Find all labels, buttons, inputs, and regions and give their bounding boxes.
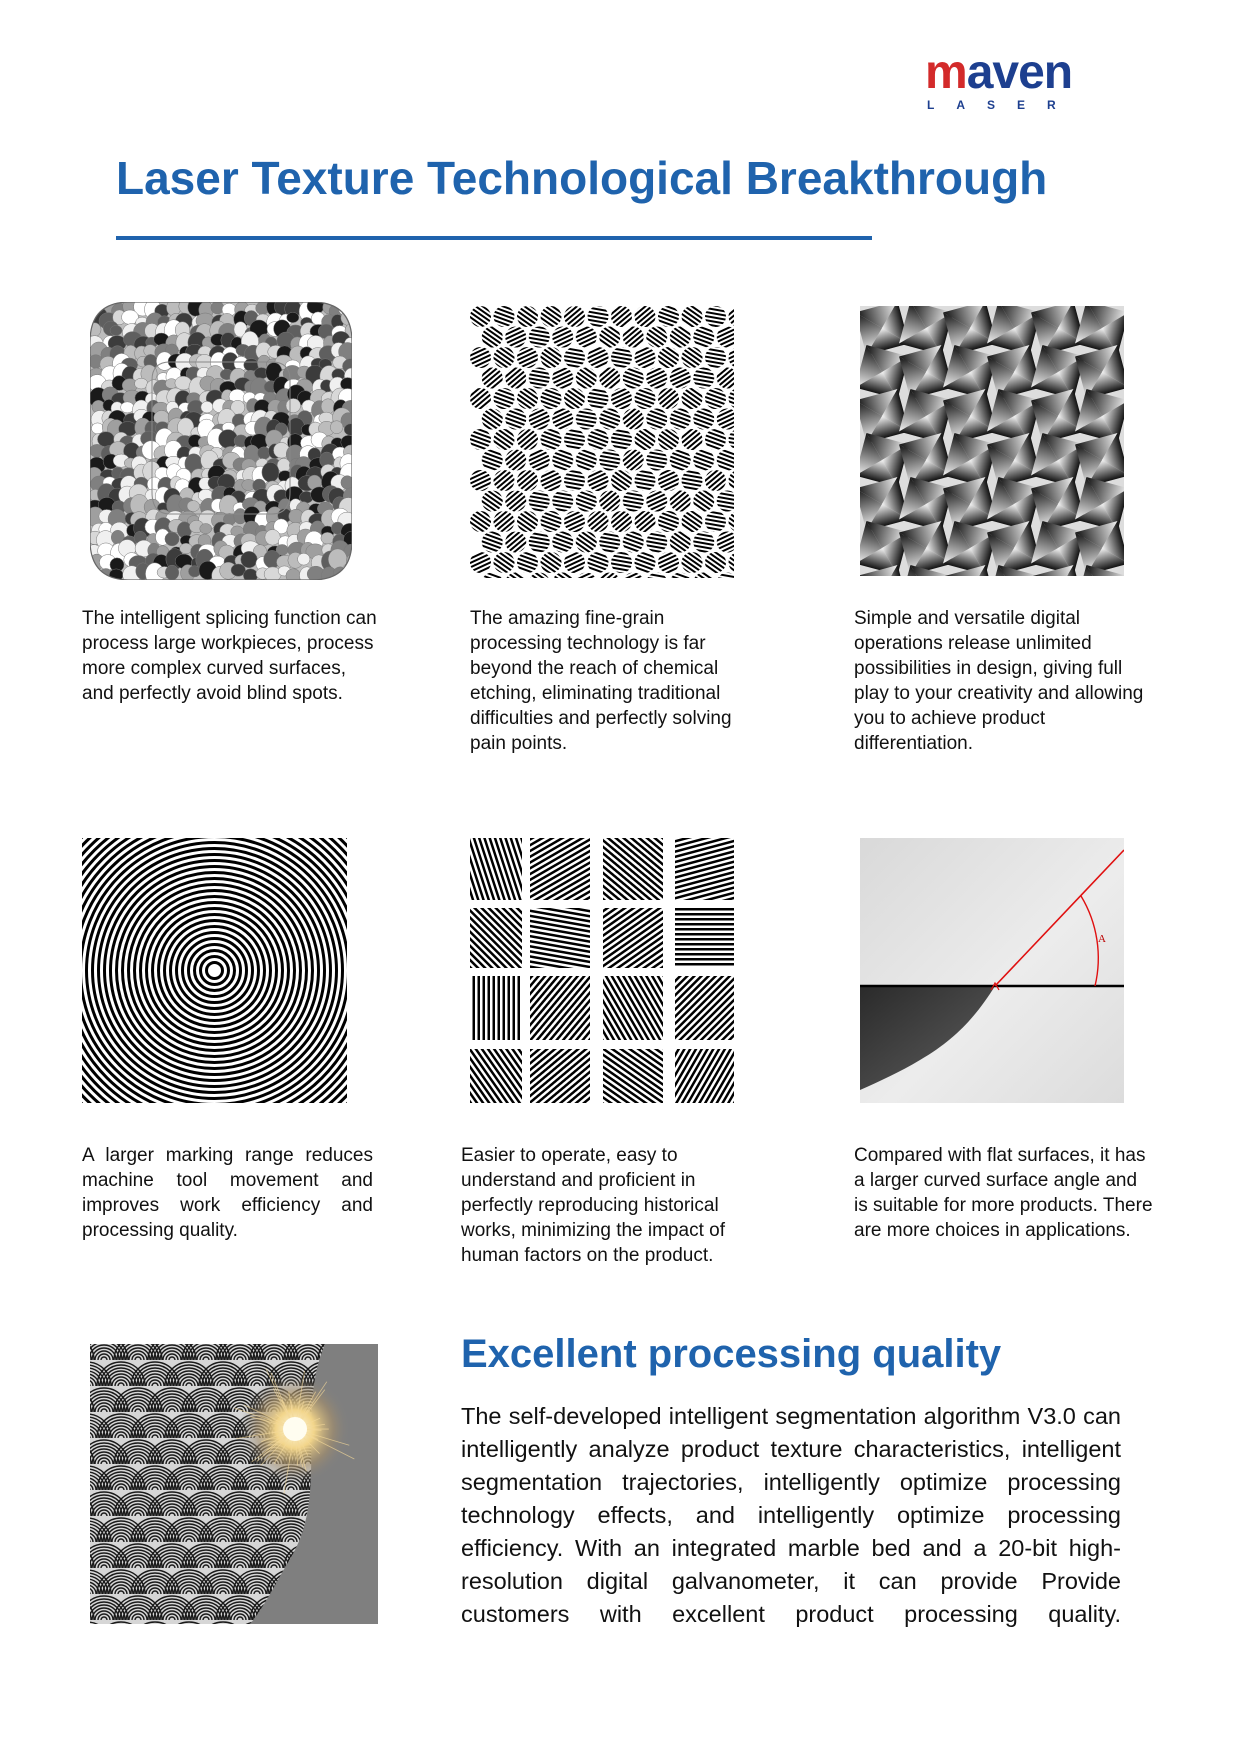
figure-caption: The intelligent splicing function can process large workpieces, process more complex curved surfaces, and perfectly avoid blind spots. (82, 608, 377, 704)
page-title: Laser Texture Technological Breakthrough (116, 152, 1048, 204)
section-body: The self-developed intelligent segmentation algorithm V3.0 can intelligently analyze product texture characteristics, intelligent segmentation trajectories, intelligently optimize processing technology effects, and intelligently optimize processing efficiency. With an integrated marble bed and a 20-bit high-resolution digital galvanometer, it can provide Provide customers with excellent product processing quality. (461, 1403, 1121, 1627)
section-heading: Excellent processing quality (461, 1332, 1002, 1376)
brand-logo (925, 46, 1105, 114)
title-underline (116, 236, 872, 240)
figure-caption: A larger marking range reduces machine tool movement and improves work efficiency and processing quality. (82, 1145, 373, 1241)
pyramid-gradient-texture-image (860, 306, 1124, 576)
figure-caption: Compared with flat surfaces, it has a larger curved surface angle and is suitable for more products. There are more choices in applications. (854, 1145, 1153, 1241)
concentric-rings-texture-image (82, 838, 347, 1103)
hatch-tile-grid-texture-image (470, 838, 734, 1103)
laser-marking-sparks-image (90, 1344, 378, 1624)
fine-grain-hatch-texture-image (470, 306, 734, 578)
logo-wordmark: maven (925, 46, 1073, 99)
figure-caption: Easier to operate, easy to understand and proficient in perfectly reproducing historical works, minimizing the impact of human factors on the product. (461, 1145, 725, 1266)
curved-surface-angle-diagram (860, 838, 1124, 1103)
logo-subtitle: LASER (927, 98, 1078, 112)
figure-caption: Simple and versatile digital operations release unlimited possibilities in design, giving full play to your creativity and allowing you to achieve product differentiation. (854, 608, 1144, 754)
voronoi-frame-texture-image (90, 302, 352, 580)
figure-caption: The amazing fine-grain processing technology is far beyond the reach of chemical etching, eliminating traditional difficulties and perfectly solving pain points. (470, 608, 732, 754)
angle-label: A (1098, 933, 1106, 945)
